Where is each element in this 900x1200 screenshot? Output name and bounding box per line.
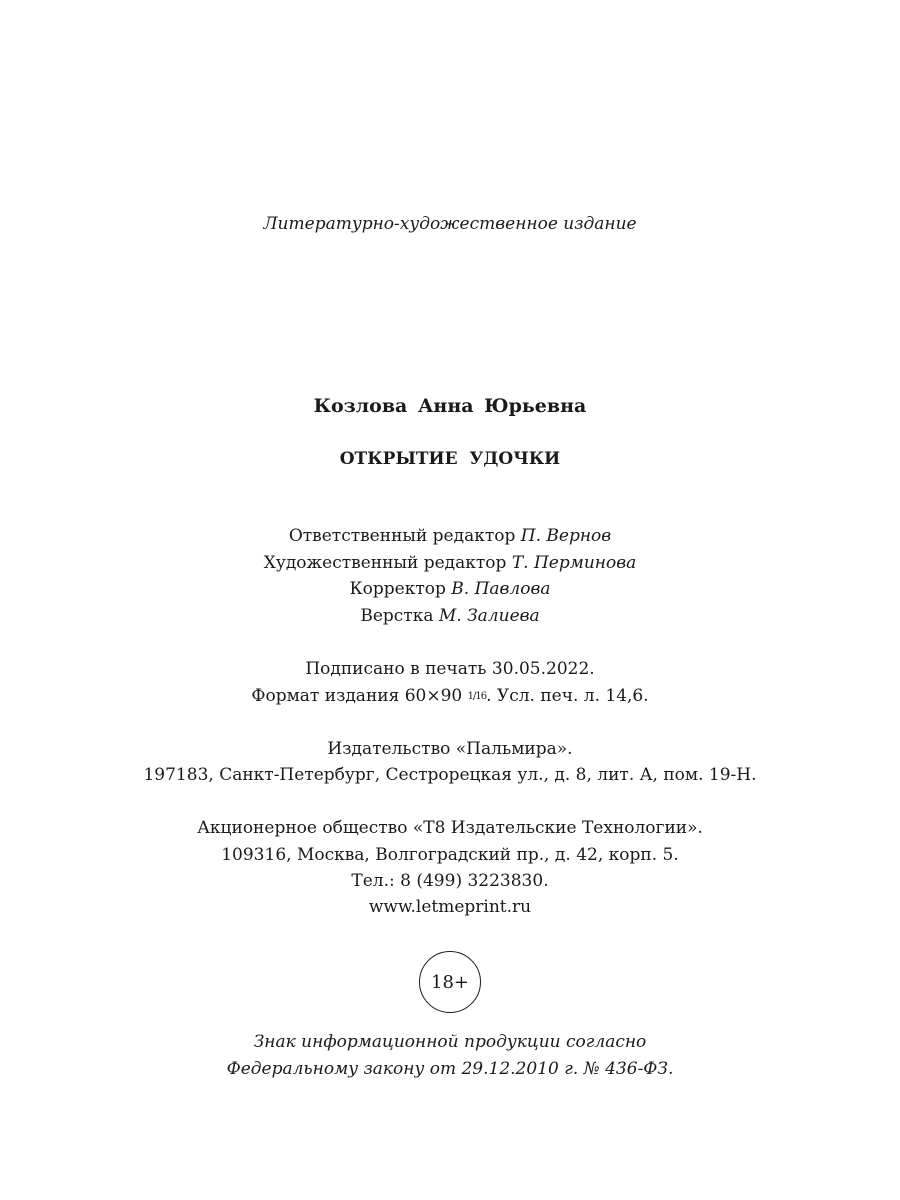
- printer-website: www.letmeprint.ru: [368, 897, 532, 917]
- age-rating-badge: [419, 951, 481, 1013]
- credit-role: Верстка: [360, 606, 434, 626]
- credit-line-art-editor: [0, 550, 900, 576]
- law-notice-line-1: Знак информационной продукции согласно: [253, 1032, 647, 1052]
- format-prefix: Формат издания 60×90: [251, 686, 463, 706]
- signed-to-print: Подписано в печать 30.05.2022.: [305, 659, 595, 679]
- edition-format: [0, 683, 900, 710]
- credit-role: Художественный редактор: [263, 553, 507, 573]
- format-suffix: . Усл. печ. л. 14,6.: [486, 686, 649, 706]
- credit-role: Ответственный редактор: [288, 526, 516, 546]
- book-title: ОТКРЫТИЕ УДОЧКИ: [339, 449, 561, 469]
- credit-name: М. Залиева: [438, 606, 540, 626]
- age-rating-text: 18+: [431, 971, 469, 993]
- printer-name: Акционерное общество «Т8 Издательские Технологии».: [197, 818, 703, 838]
- credit-name: Т. Перминова: [511, 553, 637, 573]
- printer-address: 109316, Москва, Волгоградский пр., д. 42, корп. 5.: [221, 845, 679, 865]
- credit-name: П. Вернов: [520, 526, 612, 546]
- law-notice-line-2: Федеральному закону от 29.12.2010 г. № 436-ФЗ.: [226, 1059, 674, 1079]
- author-name: Козлова Анна Юрьевна: [313, 395, 587, 417]
- publisher-name: Издательство «Пальмира».: [327, 739, 573, 759]
- publisher-address: 197183, Санкт-Петербург, Сестрорецкая ул., д. 8, лит. А, пом. 19-Н.: [143, 765, 757, 785]
- credit-name: В. Павлова: [451, 579, 551, 599]
- edition-genre: Литературно-художественное издание: [263, 214, 637, 234]
- credit-line-layout: [0, 603, 900, 629]
- credit-line-executive-editor: [0, 523, 900, 549]
- printer-phone: Тел.: 8 (499) 3223830.: [351, 871, 549, 891]
- credit-line-proofreader: [0, 576, 900, 602]
- credit-role: Корректор: [349, 579, 446, 599]
- format-fraction: 1/16: [467, 691, 487, 702]
